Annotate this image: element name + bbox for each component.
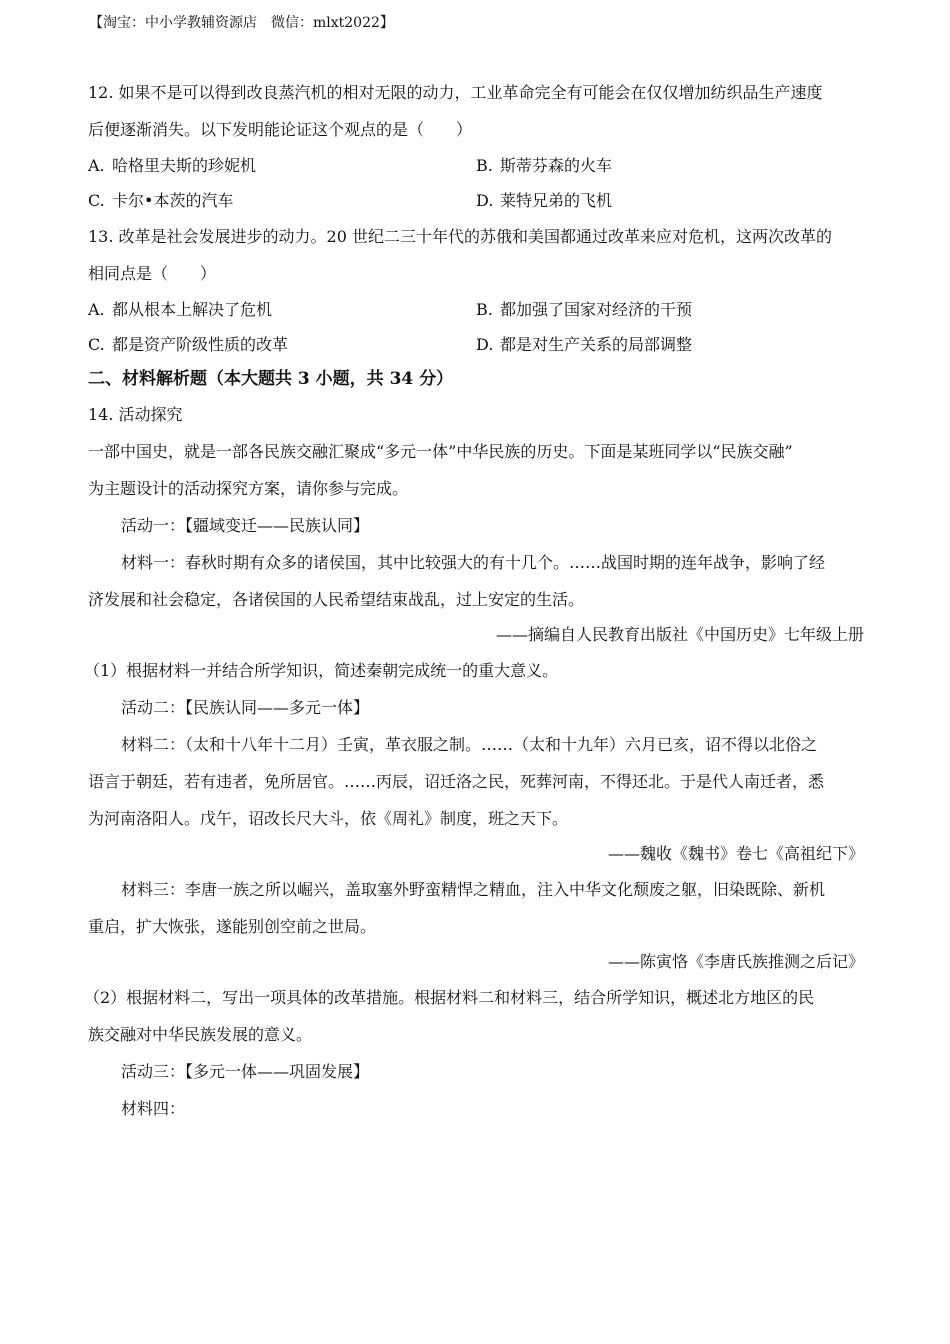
- option-letter: C.: [88, 335, 105, 354]
- material-2-line-3: 为河南洛阳人。戊午，诏改长尺大斗，依《周礼》制度，班之天下。: [88, 809, 569, 828]
- option-letter: B.: [476, 156, 493, 175]
- material-1-line-2: 济发展和社会稳定，各诸侯国的人民希望结束战乱，过上安定的生活。: [88, 590, 585, 609]
- option-text: 莱特兄弟的飞机: [500, 191, 613, 210]
- option-letter: D.: [476, 335, 494, 354]
- q12-options-row-1: [88, 148, 864, 183]
- option-letter: A.: [88, 156, 105, 175]
- activity-3-heading: 活动三：【多元一体——巩固发展】: [121, 1062, 370, 1081]
- question-12: [88, 74, 864, 218]
- q14-intro-line-2: 为主题设计的活动探究方案，请你参与完成。: [88, 479, 409, 498]
- option-text: 斯蒂芬森的火车: [500, 156, 613, 175]
- q12-option-c[interactable]: [88, 183, 476, 218]
- material-1-source: ——摘编自人民教育出版社《中国历史》七年级上册: [495, 625, 864, 644]
- q13-options-row-2: [88, 327, 864, 362]
- option-text: 都加强了国家对经济的干预: [500, 300, 693, 319]
- option-text: 都从根本上解决了危机: [112, 300, 273, 319]
- q12-stem-line-2: 后便逐渐消失。以下发明能论证这个观点的是（ ）: [88, 120, 473, 139]
- page-header: 【淘宝：中小学教辅资源店 微信：mlxt2022】: [89, 15, 394, 31]
- option-letter: B.: [476, 300, 493, 319]
- option-letter: D.: [476, 191, 494, 210]
- activity-1-heading: 活动一：【疆域变迁——民族认同】: [121, 516, 370, 535]
- option-letter: A.: [88, 300, 105, 319]
- q12-option-d[interactable]: [476, 183, 864, 218]
- q13-options-row-1: [88, 292, 864, 327]
- material-2-line-2: 语言于朝廷，若有违者，免所居官。……丙辰，诏迁洛之民，死葬河南，不得还北。于是代人南迁者，悉: [88, 772, 825, 791]
- q13-option-a[interactable]: [88, 292, 476, 327]
- q12-option-b[interactable]: [476, 148, 864, 183]
- section-heading-2: 二、材料解析题（本大题共 3 小题，共 34 分）: [88, 369, 454, 389]
- activity-2-heading: 活动二：【民族认同——多元一体】: [121, 698, 370, 717]
- q13-option-b[interactable]: [476, 292, 864, 327]
- q14-intro-line-1: 一部中国史，就是一部各民族交融汇聚成“多元一体”中华民族的历史。下面是某班同学以“民族交融”: [88, 442, 793, 461]
- option-text: 都是资产阶级性质的改革: [112, 335, 289, 354]
- material-4-label: 材料四：: [121, 1099, 186, 1118]
- q12-option-a[interactable]: [88, 148, 476, 183]
- material-1-line-1: 材料一：春秋时期有众多的诸侯国，其中比较强大的有十几个。……战国时期的连年战争，影响了经: [121, 553, 826, 572]
- question-13: [88, 218, 864, 362]
- page-content: [84, 74, 864, 1127]
- sub-question-1: （1）根据材料一并结合所学知识，简述秦朝完成统一的重大意义。: [84, 661, 559, 680]
- sub-question-2-line-2: 族交融对中华民族发展的意义。: [88, 1025, 313, 1044]
- option-text: 哈格里夫斯的珍妮机: [112, 156, 257, 175]
- option-letter: C.: [88, 191, 105, 210]
- option-text: 都是对生产关系的局部调整: [500, 335, 693, 354]
- q12-options-row-2: [88, 183, 864, 218]
- q13-stem-line-2: 相同点是（ ）: [88, 264, 217, 283]
- material-3-line-2: 重启，扩大恢张，遂能别创空前之世局。: [88, 917, 377, 936]
- q12-stem-line-1: 12. 如果不是可以得到改良蒸汽机的相对无限的动力，工业革命完全有可能会在仅仅增加纺织品生产速度: [88, 83, 823, 102]
- material-2-source: ——魏收《魏书》卷七《高祖纪下》: [607, 844, 864, 863]
- q13-stem-line-1: 13. 改革是社会发展进步的动力。20 世纪二三十年代的苏俄和美国都通过改革来应对危机，这两次改革的: [88, 227, 832, 246]
- option-text: 卡尔•本茨的汽车: [112, 191, 234, 210]
- material-3-source: ——陈寅恪《李唐氏族推测之后记》: [607, 952, 864, 971]
- material-2-line-1: 材料二：（太和十八年十二月）壬寅，革衣服之制。……（太和十九年）六月已亥，诏不得以北俗之: [121, 735, 818, 754]
- q14-title: 14. 活动探究: [88, 405, 183, 424]
- question-14: [84, 396, 864, 1127]
- q13-option-c[interactable]: [88, 327, 476, 362]
- sub-question-2-line-1: （2）根据材料二，写出一项具体的改革措施。根据材料二和材料三，结合所学知识，概述北方地区的民: [84, 988, 815, 1007]
- q13-option-d[interactable]: [476, 327, 864, 362]
- material-3-line-1: 材料三：李唐一族之所以崛兴，盖取塞外野蛮精悍之精血，注入中华文化颓废之躯，旧染既除、新机: [121, 880, 826, 899]
